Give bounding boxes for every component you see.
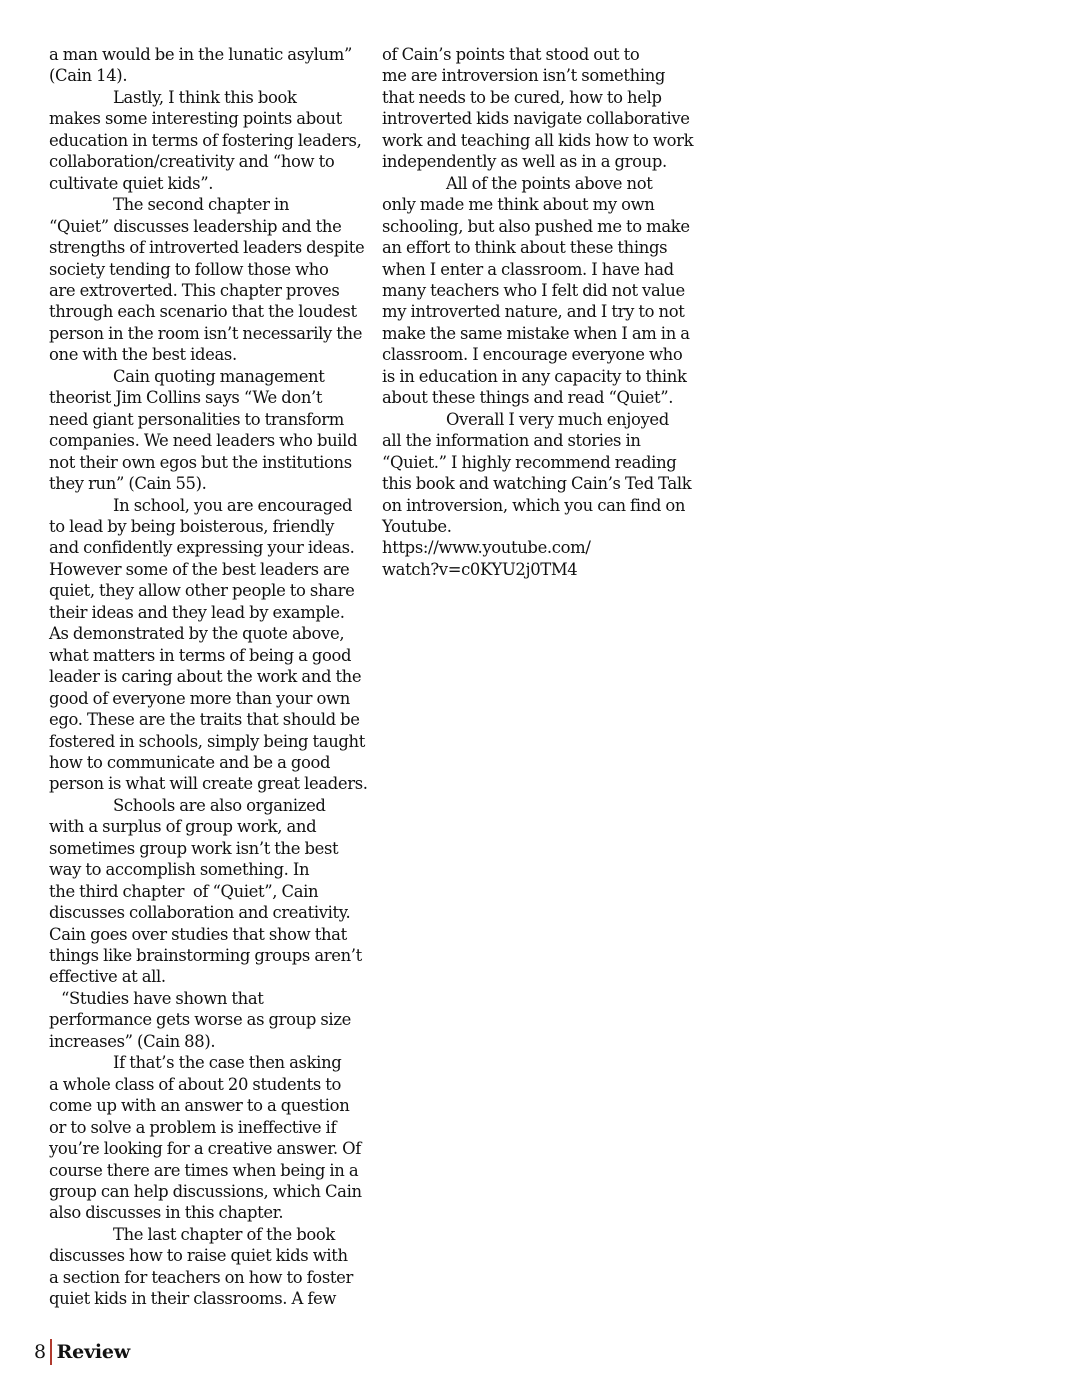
text-line: work and teaching all kids how to work [382,130,694,150]
text-line: https://www.youtube.com/ [382,538,591,558]
section-label: Review [56,1341,130,1363]
text-line: increases” (Cain 88). [49,1031,216,1051]
text-line: to lead by being boisterous, friendly [49,516,335,536]
text-line: how to communicate and be a good [49,752,331,772]
text-line: that needs to be cured, how to help [382,87,662,107]
text-line: a man would be in the lunatic asylum” [49,45,352,64]
text-line: on introversion, which you can find on [382,495,686,515]
page-number: 8 [34,1341,47,1363]
text-line: “Quiet” discusses leadership and the [49,216,342,236]
text-line: “Quiet.” I highly recommend reading [382,452,677,472]
text-line: make the same mistake when I am in a [382,323,690,343]
text-line: theorist Jim Collins says “We don’t [49,388,323,408]
text-line: makes some interesting points about [49,109,342,129]
text-line: things like brainstorming groups aren’t [49,946,362,966]
text-line: also discusses in this chapter. [49,1203,284,1223]
text-line: when I enter a classroom. I have had [382,259,674,279]
text-line: discusses how to raise quiet kids with [49,1246,348,1266]
text-line: If that’s the case then asking [113,1053,342,1073]
text-line: schooling, but also pushed me to make [382,216,690,236]
text-line: ego. These are the traits that should be [49,710,360,730]
text-line: fostered in schools, simply being taught [49,731,365,751]
text-line: of Cain’s points that stood out to [382,45,640,64]
text-line: person in the room isn’t necessarily the [49,323,363,343]
text-line: the third chapter of “Quiet”, Cain [49,881,319,901]
text-line: all the information and stories in [382,431,641,451]
text-line: As demonstrated by the quote above, [49,624,345,644]
footer-divider [50,1339,52,1365]
text-line: come up with an answer to a question [49,1096,350,1116]
text-line: and confidently expressing your ideas. [49,538,355,558]
text-line: need giant personalities to transform [49,409,344,429]
right-text-column [382,44,702,580]
text-line: this book and watching Cain’s Ted Talk [382,474,692,494]
text-line: me are introversion isn’t something [382,66,666,86]
text-line: cultivate quiet kids”. [49,173,214,193]
text-line: All of the points above not [446,173,653,193]
text-line: leader is caring about the work and the [49,667,362,687]
text-line: group can help discussions, which Cain [49,1182,362,1202]
text-line: my introverted nature, and I try to not [382,302,685,322]
text-line: quiet, they allow other people to share [49,581,355,601]
text-line: classroom. I encourage everyone who [382,345,683,365]
text-line: only made me think about my own [382,195,655,215]
page-footer [34,1338,130,1366]
text-line: an effort to think about these things [382,238,668,258]
text-line: quiet kids in their classrooms. A few [49,1289,337,1309]
text-line: The last chapter of the book [113,1224,336,1244]
text-line: person is what will create great leaders. [49,774,368,794]
text-line: performance gets worse as group size [49,1010,351,1030]
text-line: many teachers who I felt did not value [382,280,685,300]
text-line: strengths of introverted leaders despite [49,238,365,258]
text-line: are extroverted. This chapter proves [49,280,340,300]
text-line: is in education in any capacity to think [382,366,687,386]
text-line: (Cain 14). [49,66,128,86]
text-line: discusses collaboration and creativity. [49,903,351,923]
text-line: their ideas and they lead by example. [49,602,345,622]
text-line: you’re looking for a creative answer. Of [49,1139,361,1159]
text-line: or to solve a problem is ineffective if [49,1117,337,1137]
text-line: However some of the best leaders are [49,559,350,579]
text-line: education in terms of fostering leaders, [49,130,362,150]
left-text-column [49,44,369,1310]
text-line: a whole class of about 20 students to [49,1074,342,1094]
text-line: Cain quoting management [113,366,325,386]
text-line: way to accomplish something. In [49,860,310,880]
text-line: through each scenario that the loudest [49,302,357,322]
text-line: In school, you are encouraged [113,495,353,515]
text-line: good of everyone more than your own [49,688,350,708]
text-line: Cain goes over studies that show that [49,924,347,944]
text-line: watch?v=c0KYU2j0TM4 [382,559,578,579]
text-line: introverted kids navigate collaborative [382,109,690,129]
text-line: what matters in terms of being a good [49,645,352,665]
text-line: collaboration/creativity and “how to [49,152,335,172]
text-line: society tending to follow those who [49,259,329,279]
text-line: course there are times when being in a [49,1160,359,1180]
text-line: with a surplus of group work, and [49,817,317,837]
text-line: effective at all. [49,967,166,987]
text-line: Overall I very much enjoyed [446,409,669,429]
text-line: sometimes group work isn’t the best [49,838,339,858]
text-line: “Studies have shown that [61,988,264,1008]
text-line: companies. We need leaders who build [49,431,358,451]
text-line: a section for teachers on how to foster [49,1267,353,1287]
text-line: independently as well as in a group. [382,152,667,172]
text-line: The second chapter in [113,195,290,215]
text-line: about these things and read “Quiet”. [382,388,674,408]
text-line: Schools are also organized [113,795,326,815]
text-line: not their own egos but the institutions [49,452,352,472]
text-line: one with the best ideas. [49,345,237,365]
text-line: Youtube. [382,516,452,536]
text-line: they run” (Cain 55). [49,474,207,494]
text-line: Lastly, I think this book [113,87,297,107]
